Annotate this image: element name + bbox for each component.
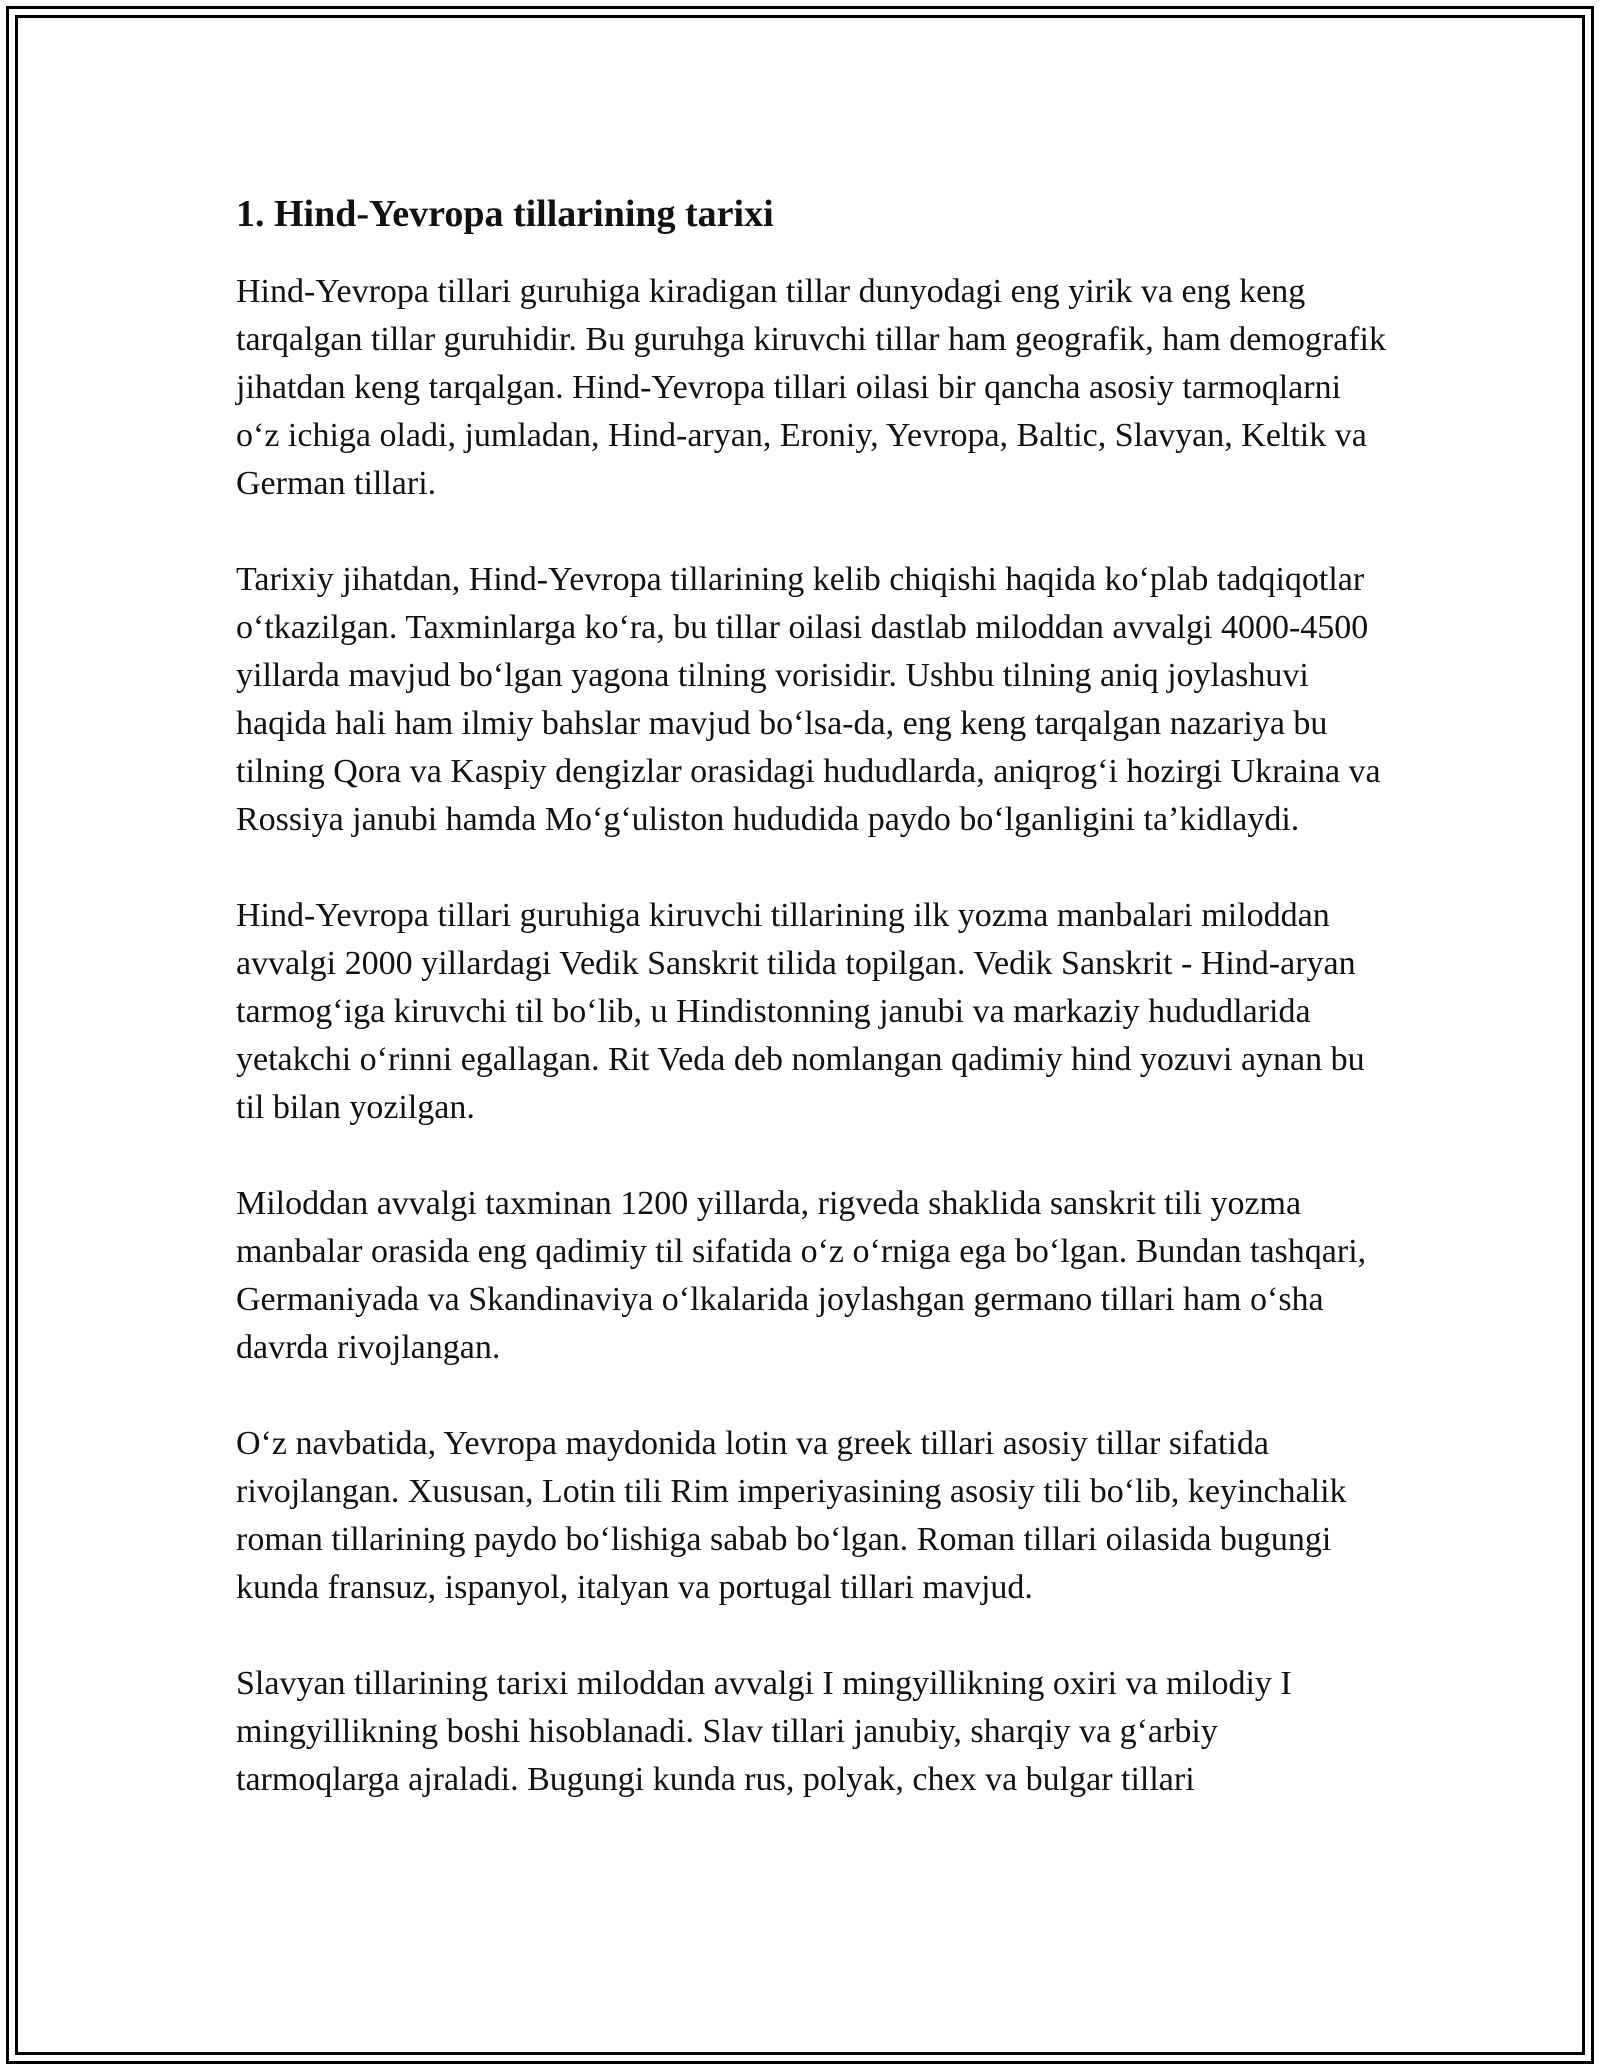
section-heading: 1. Hind-Yevropa tillarining tarixi: [236, 193, 774, 235]
document-body: [236, 186, 1386, 1804]
paragraph-5: Oʻz navbatida, Yevropa maydonida lotin va greek tillari asosiy tillar sifatida rivojlangan. Xususan, Lotin tili Rim imperiyasining asosiy tili boʻlib, keyinchalik roman tillarining paydo boʻlishiga sabab boʻlgan. Roman tillari oilasida bugungi kunda fransuz, ispanyol, italyan va portugal tillari mavjud.: [236, 1425, 1347, 1606]
paragraph-2: Tarixiy jihatdan, Hind-Yevropa tillarining kelib chiqishi haqida koʻplab tadqiqotlar oʻtkazilgan. Taxminlarga koʻra, bu tillar oilasi dastlab miloddan avvalgi 4000-4500 yillarda mavjud boʻlgan yagona tilning vorisidir. Ushbu tilning aniq joylashuvi haqida hali ham ilmiy bahslar mavjud boʻlsa-da, eng keng tarqalgan nazariya bu tilning Qora va Kaspiy dengizlar orasidagi hududlarda, aniqrogʻi hozirgi Ukraina va Rossiya janubi hamda Moʻgʻuliston hududida paydo boʻlganligini taʼkidlaydi.: [236, 561, 1381, 838]
paragraph-3: Hind-Yevropa tillari guruhiga kiruvchi tillarining ilk yozma manbalari miloddan avvalgi 2000 yillardagi Vedik Sanskrit tilida topilgan. Vedik Sanskrit - Hind-aryan tarmogʻiga kiruvchi til boʻlib, u Hindistonning janubi va markaziy hududlarida yetakchi oʻrinni egallagan. Rit Veda deb nomlangan qadimiy hind yozuvi aynan bu til bilan yozilgan.: [236, 897, 1365, 1126]
paragraph-6: Slavyan tillarining tarixi miloddan avvalgi I mingyillikning oxiri va milodiy I mingyillikning boshi hisoblanadi. Slav tillari janubiy, sharqiy va gʻarbiy tarmoqlarga ajraladi. Bugungi kunda rus, polyak, chex va bulgar tillari: [236, 1665, 1292, 1798]
paragraph-4: Miloddan avvalgi taxminan 1200 yillarda, rigveda shaklida sanskrit tili yozma manbalar orasida eng qadimiy til sifatida oʻz oʻrniga ega boʻlgan. Bundan tashqari, Germaniyada va Skandinaviya oʻlkalarida joylashgan germano tillari ham oʻsha davrda rivojlangan.: [236, 1185, 1367, 1366]
paragraph-1: Hind-Yevropa tillari guruhiga kiradigan tillar dunyodagi eng yirik va eng keng tarqalgan tillar guruhidir. Bu guruhga kiruvchi tillar ham geografik, ham demografik jihatdan keng tarqalgan. Hind-Yevropa tillari oilasi bir qancha asosiy tarmoqlarni oʻz ichiga oladi, jumladan, Hind-aryan, Eroniy, Yevropa, Baltic, Slavyan, Keltik va German tillari.: [236, 273, 1387, 502]
